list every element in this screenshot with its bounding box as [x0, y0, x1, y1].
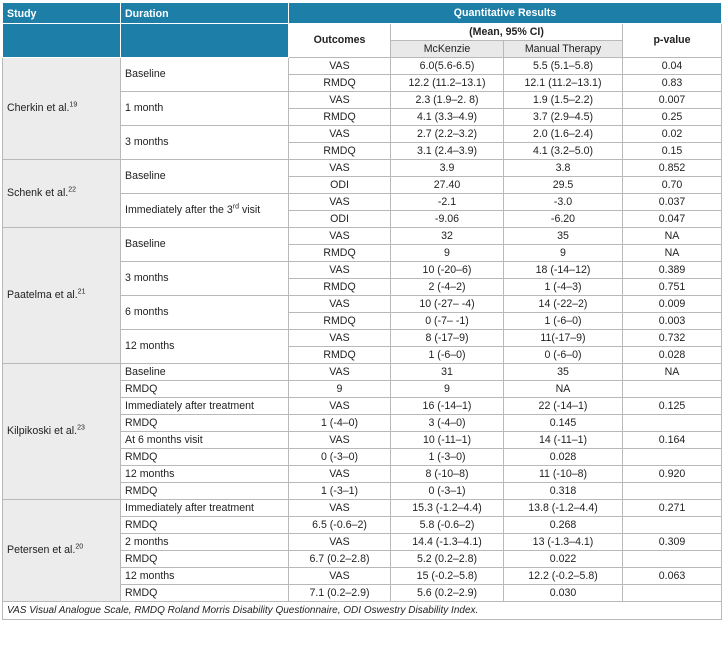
footnote: VAS Visual Analogue Scale, RMDQ Roland Morris Disability Questionnaire, ODI Oswestry Disability Index. — [3, 602, 722, 620]
mckenzie-cell: 31 — [391, 364, 504, 381]
mckenzie-cell: 10 (-27– -4) — [391, 296, 504, 313]
pvalue-cell: 0.920 — [623, 466, 722, 483]
outcome-cell: VAS — [289, 160, 391, 177]
mckenzie-cell: 4.1 (3.3–4.9) — [391, 109, 504, 126]
manual-cell: 13.8 (-1.2–4.4) — [504, 500, 623, 517]
header-manual-therapy: Manual Therapy — [504, 41, 623, 58]
manual-cell: 3.8 — [504, 160, 623, 177]
table-row — [3, 58, 722, 75]
outcome-cell: VAS — [289, 500, 391, 517]
pvalue-cell: 0.732 — [623, 330, 722, 347]
outcome-cell: 7.1 (0.2–2.9) — [289, 585, 391, 602]
duration-cell: RMDQ — [121, 483, 289, 500]
mckenzie-cell: 14.4 (-1.3–4.1) — [391, 534, 504, 551]
outcome-cell: VAS — [289, 126, 391, 143]
manual-cell: 9 — [504, 245, 623, 262]
mckenzie-cell: 5.8 (-0.6–2) — [391, 517, 504, 534]
duration-cell: 12 months — [121, 568, 289, 585]
duration-cell: 12 months — [121, 330, 289, 364]
pvalue-cell: 0.164 — [623, 432, 722, 449]
pvalue-cell: 0.125 — [623, 398, 722, 415]
outcome-cell: VAS — [289, 568, 391, 585]
duration-cell: RMDQ — [121, 585, 289, 602]
mckenzie-cell: 10 (-20–6) — [391, 262, 504, 279]
pvalue-cell: 0.037 — [623, 194, 722, 211]
pvalue-cell: 0.83 — [623, 75, 722, 92]
pvalue-cell: 0.271 — [623, 500, 722, 517]
manual-cell: 13 (-1.3–4.1) — [504, 534, 623, 551]
mckenzie-cell: 5.2 (0.2–2.8) — [391, 551, 504, 568]
duration-cell: Immediately after the 3rd visit — [121, 194, 289, 228]
duration-cell: 12 months — [121, 466, 289, 483]
duration-cell: RMDQ — [121, 551, 289, 568]
mckenzie-cell: 9 — [391, 381, 504, 398]
mckenzie-cell: -2.1 — [391, 194, 504, 211]
pvalue-cell: 0.389 — [623, 262, 722, 279]
mckenzie-cell: 5.6 (0.2–2.9) — [391, 585, 504, 602]
manual-cell: 22 (-14–1) — [504, 398, 623, 415]
mckenzie-cell: 2.7 (2.2–3.2) — [391, 126, 504, 143]
header-quantitative-results: Quantitative Results — [289, 3, 722, 24]
duration-cell: Baseline — [121, 160, 289, 194]
manual-cell: 12.1 (11.2–13.1) — [504, 75, 623, 92]
duration-cell: 6 months — [121, 296, 289, 330]
pvalue-cell: 0.25 — [623, 109, 722, 126]
outcome-cell: VAS — [289, 228, 391, 245]
manual-cell: 14 (-22–2) — [504, 296, 623, 313]
manual-cell: 0.028 — [504, 449, 623, 466]
outcome-cell: RMDQ — [289, 109, 391, 126]
outcome-cell: 6.5 (-0.6–2) — [289, 517, 391, 534]
mckenzie-cell: 3.1 (2.4–3.9) — [391, 143, 504, 160]
outcome-cell: 1 (-4–0) — [289, 415, 391, 432]
outcome-cell: VAS — [289, 296, 391, 313]
mckenzie-cell: 9 — [391, 245, 504, 262]
pvalue-cell — [623, 517, 722, 534]
duration-cell: RMDQ — [121, 415, 289, 432]
mckenzie-cell: 27.40 — [391, 177, 504, 194]
mckenzie-cell: 2.3 (1.9–2. 8) — [391, 92, 504, 109]
manual-cell: NA — [504, 381, 623, 398]
duration-cell: 1 month — [121, 92, 289, 126]
study-cherkin: Cherkin et al.$^{19}$ — [3, 58, 121, 160]
header-p-value: p-value — [623, 24, 722, 58]
mckenzie-cell: 16 (-14–1) — [391, 398, 504, 415]
mckenzie-cell: 1 (-6–0) — [391, 347, 504, 364]
pvalue-cell: NA — [623, 245, 722, 262]
pvalue-cell: 0.009 — [623, 296, 722, 313]
pvalue-cell: NA — [623, 228, 722, 245]
outcome-cell: 0 (-3–0) — [289, 449, 391, 466]
manual-cell: 5.5 (5.1–5.8) — [504, 58, 623, 75]
table-row — [3, 160, 722, 177]
manual-cell: 0.022 — [504, 551, 623, 568]
study-paatelma: Paatelma et al.$^{21}$ — [3, 228, 121, 364]
pvalue-cell: 0.852 — [623, 160, 722, 177]
manual-cell: 1.9 (1.5–2.2) — [504, 92, 623, 109]
mckenzie-cell: 15 (-0.2–5.8) — [391, 568, 504, 585]
outcome-cell: VAS — [289, 398, 391, 415]
pvalue-cell: 0.007 — [623, 92, 722, 109]
study-petersen: Petersen et al.$^{20}$ — [3, 500, 121, 602]
study-kilpikoski: Kilpikoski et al.$^{23}$ — [3, 364, 121, 500]
pvalue-cell — [623, 449, 722, 466]
duration-cell: Immediately after treatment — [121, 500, 289, 517]
duration-cell: RMDQ — [121, 517, 289, 534]
manual-cell: 0 (-6–0) — [504, 347, 623, 364]
header-outcomes: Outcomes — [289, 24, 391, 58]
pvalue-cell: 0.751 — [623, 279, 722, 296]
manual-cell: 0.318 — [504, 483, 623, 500]
pvalue-cell: 0.047 — [623, 211, 722, 228]
header-study: Study — [3, 3, 121, 24]
manual-cell: -6.20 — [504, 211, 623, 228]
pvalue-cell: 0.70 — [623, 177, 722, 194]
mckenzie-cell: 2 (-4–2) — [391, 279, 504, 296]
table-row — [3, 500, 722, 517]
mckenzie-cell: 12.2 (11.2–13.1) — [391, 75, 504, 92]
duration-cell: 3 months — [121, 126, 289, 160]
outcome-cell: VAS — [289, 330, 391, 347]
outcome-cell: VAS — [289, 194, 391, 211]
header-mean-ci: (Mean, 95% CI) — [391, 24, 623, 41]
manual-cell: 35 — [504, 228, 623, 245]
manual-cell: 2.0 (1.6–2.4) — [504, 126, 623, 143]
manual-cell: 11 (-10–8) — [504, 466, 623, 483]
duration-cell: 2 months — [121, 534, 289, 551]
pvalue-cell: NA — [623, 364, 722, 381]
manual-cell: -3.0 — [504, 194, 623, 211]
outcome-cell: RMDQ — [289, 245, 391, 262]
pvalue-cell: 0.309 — [623, 534, 722, 551]
mckenzie-cell: -9.06 — [391, 211, 504, 228]
manual-cell: 0.030 — [504, 585, 623, 602]
outcome-cell: VAS — [289, 364, 391, 381]
mckenzie-cell: 1 (-3–0) — [391, 449, 504, 466]
outcome-cell: VAS — [289, 262, 391, 279]
results-table-container — [2, 2, 721, 620]
mckenzie-cell: 3 (-4–0) — [391, 415, 504, 432]
header-study-spacer — [3, 24, 121, 58]
outcome-cell: RMDQ — [289, 347, 391, 364]
outcome-cell: RMDQ — [289, 313, 391, 330]
manual-cell: 11(-17–9) — [504, 330, 623, 347]
duration-cell: RMDQ — [121, 381, 289, 398]
pvalue-cell: 0.04 — [623, 58, 722, 75]
duration-cell: At 6 months visit — [121, 432, 289, 449]
manual-cell: 3.7 (2.9–4.5) — [504, 109, 623, 126]
manual-cell: 12.2 (-0.2–5.8) — [504, 568, 623, 585]
manual-cell: 29.5 — [504, 177, 623, 194]
outcome-cell: 1 (-3–1) — [289, 483, 391, 500]
duration-cell: 3 months — [121, 262, 289, 296]
pvalue-cell: 0.003 — [623, 313, 722, 330]
study-schenk: Schenk et al.$^{22}$ — [3, 160, 121, 228]
pvalue-cell — [623, 415, 722, 432]
outcome-cell: ODI — [289, 177, 391, 194]
manual-cell: 35 — [504, 364, 623, 381]
mckenzie-cell: 0 (-7– -1) — [391, 313, 504, 330]
manual-cell: 1 (-4–3) — [504, 279, 623, 296]
duration-cell: RMDQ — [121, 449, 289, 466]
table-row — [3, 364, 722, 381]
mckenzie-cell: 3.9 — [391, 160, 504, 177]
outcome-cell: 9 — [289, 381, 391, 398]
pvalue-cell — [623, 585, 722, 602]
pvalue-cell — [623, 483, 722, 500]
pvalue-cell: 0.063 — [623, 568, 722, 585]
outcome-cell: RMDQ — [289, 75, 391, 92]
header-duration: Duration — [121, 3, 289, 24]
mckenzie-cell: 8 (-17–9) — [391, 330, 504, 347]
mckenzie-cell: 15.3 (-1.2–4.4) — [391, 500, 504, 517]
mckenzie-cell: 8 (-10–8) — [391, 466, 504, 483]
header-duration-spacer — [121, 24, 289, 58]
manual-cell: 14 (-11–1) — [504, 432, 623, 449]
pvalue-cell: 0.028 — [623, 347, 722, 364]
manual-cell: 4.1 (3.2–5.0) — [504, 143, 623, 160]
pvalue-cell: 0.02 — [623, 126, 722, 143]
pvalue-cell: 0.15 — [623, 143, 722, 160]
outcome-cell: VAS — [289, 58, 391, 75]
outcome-cell: ODI — [289, 211, 391, 228]
duration-cell: Immediately after treatment — [121, 398, 289, 415]
pvalue-cell — [623, 381, 722, 398]
manual-cell: 1 (-6–0) — [504, 313, 623, 330]
outcome-cell: RMDQ — [289, 279, 391, 296]
footnote-row — [3, 602, 722, 620]
outcome-cell: RMDQ — [289, 143, 391, 160]
outcome-cell: VAS — [289, 466, 391, 483]
outcome-cell: VAS — [289, 534, 391, 551]
outcome-cell: 6.7 (0.2–2.8) — [289, 551, 391, 568]
mckenzie-cell: 10 (-11–1) — [391, 432, 504, 449]
mckenzie-cell: 0 (-3–1) — [391, 483, 504, 500]
outcome-cell: VAS — [289, 92, 391, 109]
duration-cell: Baseline — [121, 364, 289, 381]
results-table — [2, 2, 722, 620]
duration-cell: Baseline — [121, 228, 289, 262]
manual-cell: 0.268 — [504, 517, 623, 534]
duration-cell: Baseline — [121, 58, 289, 92]
manual-cell: 0.145 — [504, 415, 623, 432]
table-row — [3, 228, 722, 245]
outcome-cell: VAS — [289, 432, 391, 449]
header-mckenzie: McKenzie — [391, 41, 504, 58]
manual-cell: 18 (-14–12) — [504, 262, 623, 279]
pvalue-cell — [623, 551, 722, 568]
mckenzie-cell: 6.0(5.6-6.5) — [391, 58, 504, 75]
mckenzie-cell: 32 — [391, 228, 504, 245]
